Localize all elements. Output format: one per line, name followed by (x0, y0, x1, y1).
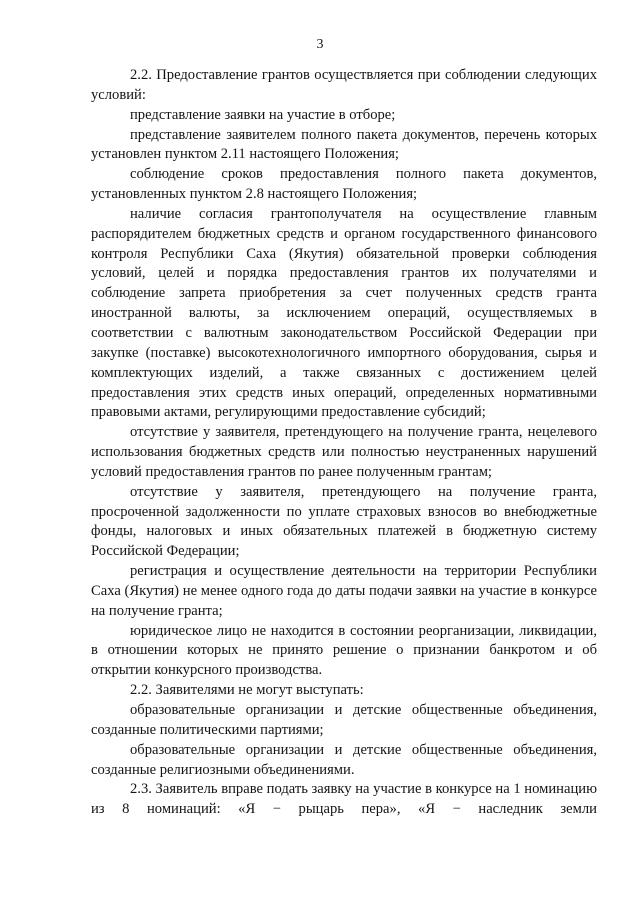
page-number: 3 (316, 37, 324, 52)
paragraph-no-overdue-debts: отсутствие у заявителя, претендующего на получение гранта, просроченной задолженности по уплате страховых взносов во внебюджетные фонды, налоговых и иных обязательных платежей в бюджетную систему Российской Федерации; (91, 483, 597, 560)
paragraph-2-3-nomination-choice: 2.3. Заявитель вправе подать заявку на участие в конкурсе на 1 номинацию из 8 номинаций: «Я − рыцарь пера», «Я − наследник земли (91, 781, 597, 818)
paragraph-consent-to-inspection: наличие согласия грантополучателя на осуществление главным распорядителем бюджетных средств и органом государственного финансового контроля Республики Саха (Якутия) обязательной проверки соблюдения условий, целей и порядка предоставления грантов их получателями и соблюдение запрета приобретения за счет полученных средств гранта иностранной валюты, за исключением операций, осуществляемых в соответствии с валютным законодательством Российской Федерации при закупке (поставке) высокотехнологичного импортного оборудования, сырья и комплектующих изделий, а также связанных с достижением целей предоставления этих средств иных операций, определенных нормативными правовыми актами, регулирующими предоставление субсидий; (91, 205, 597, 421)
paragraph-full-document-package: представление заявителем полного пакета документов, перечень которых установлен пунктом 2.11 настоящего Положения; (91, 126, 597, 163)
paragraph-2-2-ineligible-applicants: 2.2. Заявителями не могут выступать: (130, 682, 364, 699)
paragraph-religious-organizations: образовательные организации и детские общественные объединения, созданные религиозными объединениями. (91, 741, 597, 778)
paragraph-submission-deadlines: соблюдение сроков предоставления полного пакета документов, установленных пунктом 2.8 настоящего Положения; (91, 166, 597, 203)
paragraph-no-misuse-of-funds: отсутствие у заявителя, претендующего на получение гранта, нецелевого использования бюджетных средств или полностью неустраненных нарушений условий предоставления грантов по ранее полученным грантам; (91, 424, 597, 480)
document-body (91, 66, 597, 820)
paragraph-political-party-organizations: образовательные организации и детские общественные объединения, созданные политическими партиями; (91, 702, 597, 738)
paragraph-no-reorganization: юридическое лицо не находится в состоянии реорганизации, ликвидации, в отношении которых не принято решение о признании банкротом и об открытии конкурсного производства. (91, 622, 597, 679)
paragraph-2-2-conditions-intro: 2.2. Предоставление грантов осуществляется при соблюдении следующих условий: (91, 67, 597, 103)
paragraph-application-submission: представление заявки на участие в отборе; (130, 106, 396, 123)
paragraph-registration-requirement: регистрация и осуществление деятельности на территории Республики Саха (Якутия) не менее одного года до даты подачи заявки на участие в конкурсе на получение гранта; (91, 563, 597, 619)
